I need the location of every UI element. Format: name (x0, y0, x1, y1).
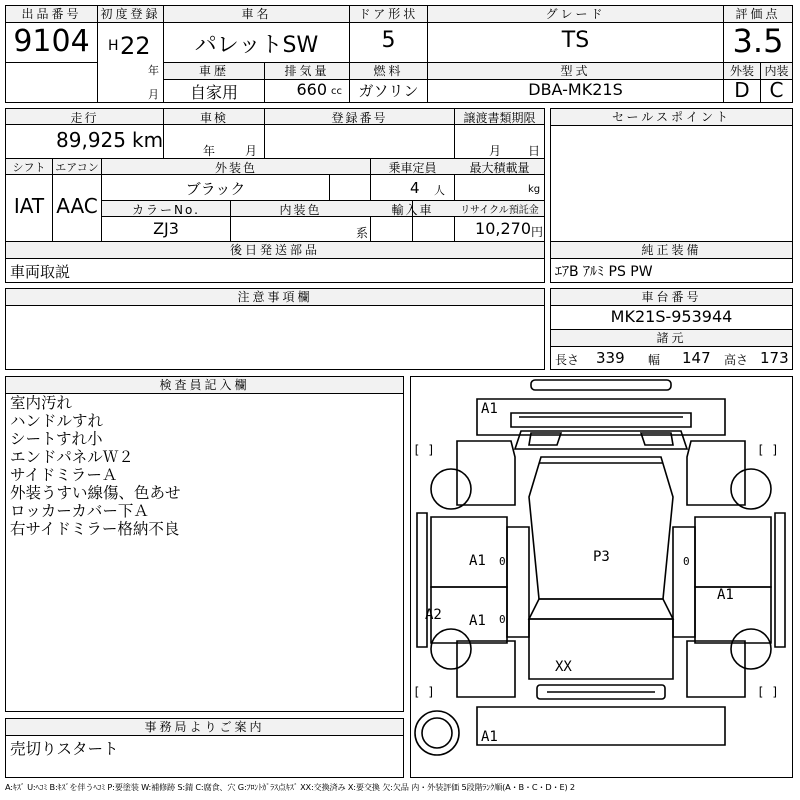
score-label: 評価点 (724, 6, 792, 23)
damage-mark-xx-rear: XX (555, 659, 572, 675)
mileage-label: 走行 (70, 111, 99, 125)
transfer-deadline-label: 譲渡書類期限 (463, 111, 536, 125)
car-name-label: 車名 (164, 6, 349, 23)
height-label: 高さ (724, 353, 749, 367)
inspector-note: シートすれ小 (10, 430, 103, 448)
interior-label: 内装 (761, 63, 792, 80)
color-number-label: カラーNo. (132, 203, 200, 217)
damage-mark-a1-right: A1 (717, 587, 734, 603)
damage-mark-a1-rear: A1 (481, 729, 498, 745)
recycle-fee-label: リサイクル預託金 (460, 205, 539, 216)
transfer-month-unit: 月 (489, 144, 502, 158)
inspector-note: サイドミラーＡ (10, 466, 118, 484)
mileage: 89,925 (56, 128, 126, 152)
inspector-note: ロッカーカバー下Ａ (10, 502, 149, 520)
door-count: 5 (381, 28, 396, 53)
inspector-notes-list (10, 394, 400, 538)
recycle-fee-unit: 円 (531, 225, 544, 239)
year-unit: 年 (148, 64, 159, 77)
inspector-note: エンドパネルＷ２ (10, 448, 134, 466)
registration-year: 22 (120, 32, 151, 60)
damage-mark-zero: 0 (499, 555, 506, 568)
car-name: パレットSW (194, 33, 319, 58)
bracket-rear-left: [ ] (413, 685, 435, 699)
office-notice-label: 事務局よりご案内 (6, 719, 403, 736)
color-number: ZJ3 (153, 219, 179, 238)
specs-label: 諸元 (551, 330, 792, 347)
door-label: ドア形状 (350, 6, 427, 23)
model-code: DBA-MK21S (528, 80, 623, 99)
length-label: 長さ (555, 353, 580, 367)
genuine-equipment-label: 純正装備 (551, 242, 792, 259)
bracket-front-left: [ ] (413, 443, 435, 457)
interior-grade: C (769, 78, 784, 102)
fuel: ガソリン (358, 82, 419, 100)
legend: A:ｷｽﾞ U:ﾍｺﾐ B:ｷｽﾞを伴うﾍｺﾐ P:要塗装 W:補修跡 S:錆 C:腐食、穴 G:ﾌﾛﾝﾄｶﾞﾗｽ点ｷｽﾞ XX:交換済み X:要交換 欠:欠品 内・外装評価 5段階ﾗﾝｸ順(A・B・C・D・E) 2 (5, 782, 575, 792)
first-registration-label: 初度登録 (98, 6, 163, 23)
sales-points-box (550, 108, 793, 242)
inspection-label: 車検 (199, 111, 228, 125)
registration-number-label: 登録番号 (331, 111, 388, 125)
fuel-label: 燃料 (350, 63, 427, 80)
interior-color-unit: 系 (356, 226, 369, 240)
mileage-unit: km (132, 128, 164, 152)
damage-mark-p3-roof: P3 (593, 549, 610, 565)
exterior-color: ブラック (185, 180, 246, 198)
damage-mark-zero: 0 (499, 613, 506, 626)
later-parts-label: 後日発送部品 (6, 242, 544, 259)
chassis-number: MK21S-953944 (610, 307, 733, 326)
displacement-unit: cc (331, 86, 342, 97)
import-label: 輸入車 (391, 203, 434, 217)
recycle-fee: 10,270 (475, 219, 531, 238)
capacity: 4 (410, 179, 420, 197)
air-conditioner: AAC (56, 194, 98, 218)
width: 147 (682, 349, 711, 367)
inspection-month-unit: 月 (245, 144, 258, 158)
interior-color-label: 内装色 (279, 203, 322, 217)
lot-number: 9104 (13, 24, 90, 59)
grade-label: グレード (428, 6, 723, 23)
exterior-label: 外装 (724, 63, 760, 80)
inspector-note: 室内汚れ (10, 394, 73, 412)
height: 173 (760, 349, 789, 367)
month-unit: 月 (148, 88, 159, 101)
transfer-day-unit: 日 (528, 144, 541, 158)
inspector-notes-label: 検査員記入欄 (6, 377, 403, 394)
shift: IAT (13, 194, 45, 218)
bracket-front-right: [ ] (757, 443, 779, 457)
damage-mark-a1-left-door-front: A1 (469, 553, 486, 569)
later-parts-value: 車両取説 (10, 263, 71, 281)
length: 339 (596, 349, 625, 367)
score: 3.5 (732, 22, 784, 60)
inspector-note: 外装うすい線傷、色あせ (10, 484, 181, 502)
ac-label: エアコン (55, 161, 99, 174)
damage-mark-a1-front: A1 (481, 401, 498, 417)
exterior-color-label: 外装色 (214, 161, 257, 175)
office-notice-value: 売切りスタート (10, 740, 119, 758)
damage-mark-a2-left: A2 (425, 607, 442, 623)
grade: TS (561, 28, 590, 53)
damage-diagram (410, 376, 793, 778)
car-history: 自家用 (189, 83, 238, 102)
chassis-number-label: 車台番号 (551, 289, 792, 306)
capacity-unit: 人 (434, 184, 445, 197)
displacement-label: 排気量 (265, 63, 349, 80)
capacity-label: 乗車定員 (388, 161, 437, 175)
inspection-year-unit: 年 (203, 144, 216, 158)
notes-label: 注意事項欄 (6, 289, 544, 306)
inspector-note: 右サイドミラー格納不良 (10, 520, 180, 538)
era-letter: H (108, 38, 119, 54)
model-label: 型式 (428, 63, 723, 80)
inspector-note: ハンドルすれ (10, 412, 104, 430)
bracket-rear-right: [ ] (757, 685, 779, 699)
max-load-label: 最大積載量 (469, 161, 530, 175)
shift-label: シフト (12, 161, 46, 174)
damage-mark-zero: 0 (683, 555, 690, 568)
genuine-equipment-value: ｴｱB ｱﾙﾐ PS PW (555, 264, 653, 280)
sales-points-label: セールスポイント (551, 109, 792, 126)
history-label: 車歴 (164, 63, 264, 80)
exterior-grade: D (734, 78, 750, 102)
displacement: 660 (296, 80, 327, 99)
width-label: 幅 (648, 353, 661, 367)
damage-mark-a1-left-door-rear: A1 (469, 613, 486, 629)
lot-number-label: 出品番号 (6, 6, 97, 23)
load-unit: kg (528, 184, 541, 195)
